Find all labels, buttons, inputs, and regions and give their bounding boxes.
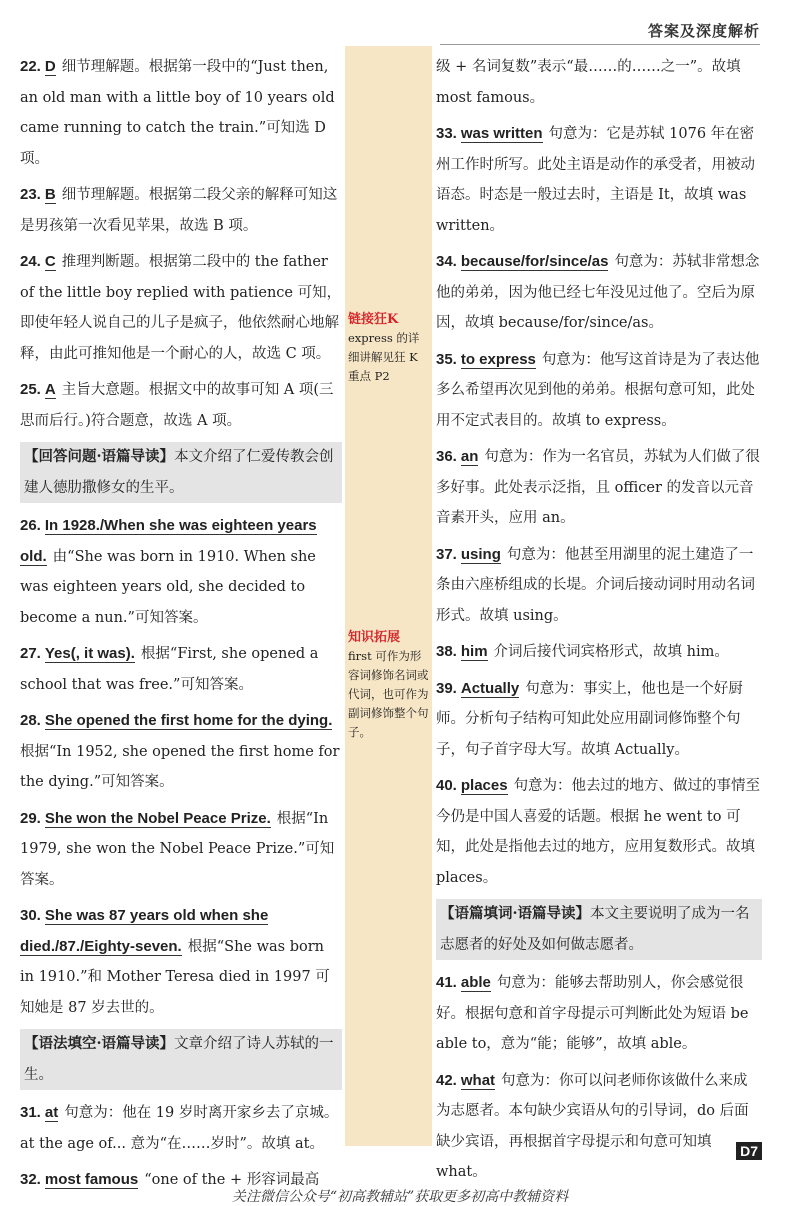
answer-key: using xyxy=(460,545,501,563)
side-note-extension xyxy=(348,628,430,742)
explanation: 句意为：你可以问老师你该做什么来成为志愿者。本句缺少宾语从句的引导词，do 后面缺少宾语，再根据首字母提示和句意可知填 what。 xyxy=(436,1072,749,1180)
explanation: 句意为：他写这首诗是为了表达他多么希望再次见到他的弟弟。根据句意可知，此处用不定式表目的。故填 to express。 xyxy=(436,351,760,429)
explanation: 推理判断题。根据第二段中的 the father of the little boy replied with patience 可知，即使年轻人说自己的儿子是疯子，他依然耐心地解释，由此可推知他是一个耐心的人，故选 C 项。 xyxy=(20,254,342,362)
answer-item xyxy=(20,804,342,896)
side-note-tag: 链接狂K xyxy=(348,312,399,327)
answer-key: She was 87 years old when she died./87./Eighty-seven. xyxy=(20,907,269,955)
question-number: 27. xyxy=(20,645,41,662)
explanation: 句意为：他甚至用湖里的泥土建造了一条由六座桥组成的长堤。介词后接动词时用动名词形式。故填 using。 xyxy=(436,546,755,624)
side-note-text: first 可作为形容词修饰名词或代词，也可作为副词修饰整个句子。 xyxy=(348,649,429,739)
answer-key: In 1928./When she was eighteen years old. xyxy=(20,517,317,565)
side-note-tag: 知识拓展 xyxy=(348,630,401,645)
answer-item xyxy=(436,247,762,339)
side-note-text: express 的详细讲解见狂 K 重点 P2 xyxy=(348,331,420,383)
answer-item xyxy=(436,637,762,668)
question-number: 42. xyxy=(436,1071,457,1089)
answer-key: to express xyxy=(460,350,536,368)
question-number: 33. xyxy=(436,125,457,142)
header-divider xyxy=(440,44,760,45)
section-heading xyxy=(20,1029,342,1090)
question-number: 34. xyxy=(436,253,457,270)
question-number: 29. xyxy=(20,809,41,827)
section-title: 【语法填空·语篇导读】 xyxy=(24,1035,175,1052)
explanation: “one of the + 形容词最高 xyxy=(144,1172,320,1188)
question-number: 28. xyxy=(20,712,41,729)
answer-item xyxy=(436,119,762,241)
answer-item xyxy=(436,345,762,437)
page-header: 答案及深度解析 xyxy=(647,22,760,40)
question-number: 23. xyxy=(20,186,41,203)
margin-strip xyxy=(345,46,432,1146)
answer-item xyxy=(20,1098,342,1159)
explanation: 句意为：作为一名官员，苏轼为人们做了很多好事。此处表示泛指，且 officer 的发音以元音音素开头，应用 an。 xyxy=(436,449,760,526)
answer-item xyxy=(20,901,342,1023)
answer-key: places xyxy=(460,777,508,794)
question-number: 37. xyxy=(436,545,457,563)
answer-key: was written xyxy=(460,125,543,142)
answer-key: able xyxy=(460,974,491,991)
answer-key: most famous xyxy=(44,1171,139,1188)
left-column xyxy=(20,52,342,1202)
answer-item xyxy=(436,674,762,766)
continued-text: 级 + 名词复数”表示“最……的……之一”。故填 most famous。 xyxy=(436,59,741,106)
question-number: 36. xyxy=(436,448,457,465)
answer-key: at xyxy=(44,1104,59,1121)
explanation: 句意为：他在 19 岁时离开家乡去了京城。at the age of... 意为“在……岁时”。故填 at。 xyxy=(20,1105,339,1152)
explanation: 主旨大意题。根据文中的故事可知 A 项(三思而后行。)符合题意，故选 A 项。 xyxy=(20,382,334,429)
side-note-link xyxy=(348,310,430,386)
answer-item xyxy=(20,511,342,633)
answer-item xyxy=(20,375,342,436)
explanation: 介词后接代词宾格形式，故填 him。 xyxy=(493,644,729,660)
explanation: 根据“She was born in 1910.”和 Mother Teresa died in 1997 可知她是 87 岁去世的。 xyxy=(20,938,330,1016)
answer-key: Actually xyxy=(460,679,520,697)
answer-key: because/for/since/as xyxy=(460,253,609,270)
question-number: 30. xyxy=(20,907,41,924)
explanation: 根据“In 1952, she opened the first home for the dying.”可知答案。 xyxy=(20,743,340,790)
explanation: 句意为：事实上，他也是一个好厨师。分析句子结构可知此处应用副词修饰整个句子，句子首字母大写。故填 Actually。 xyxy=(436,680,743,758)
answer-key: She opened the first home for the dying. xyxy=(44,712,333,729)
right-column xyxy=(436,52,762,1194)
explanation: 根据“In 1979, she won the Nobel Peace Prize.”可知答案。 xyxy=(20,810,335,888)
section-intro: 文章介绍了诗人苏轼的一生。 xyxy=(24,1036,334,1083)
footer-note: 关注微信公众号“初高教辅站”获取更多初高中教辅资料 xyxy=(231,1189,569,1205)
answer-item xyxy=(436,771,762,893)
question-number: 25. xyxy=(20,381,41,398)
explanation: 句意为：他去过的地方、做过的事情至今仍是中国人喜爱的话题。根据 he went to 可知，此处是指他去过的地方，应用复数形式。故填 places。 xyxy=(436,778,761,886)
question-number: 38. xyxy=(436,643,457,660)
answer-item xyxy=(20,180,342,241)
section-intro: 本文介绍了仁爱传教会创建人德肋撒修女的生平。 xyxy=(24,449,334,496)
answer-item xyxy=(20,639,342,700)
answer-item xyxy=(436,1066,762,1188)
explanation: 句意为：能够去帮助别人，你会感觉很好。根据句意和首字母提示可判断此处为短语 be able to，意为“能；能够”，故填 able。 xyxy=(436,975,749,1052)
answer-key: Yes(, it was). xyxy=(44,645,135,662)
answer-key: him xyxy=(460,643,488,660)
answer-item xyxy=(436,442,762,534)
question-number: 35. xyxy=(436,350,457,368)
question-number: 39. xyxy=(436,679,457,697)
answer-item xyxy=(436,540,762,632)
question-number: 26. xyxy=(20,517,41,534)
answer-key: C xyxy=(44,253,56,270)
answer-key: B xyxy=(44,186,56,203)
question-number: 41. xyxy=(436,974,457,991)
question-number: 31. xyxy=(20,1104,41,1121)
answer-item xyxy=(20,706,342,798)
question-number: 40. xyxy=(436,777,457,794)
answer-key: D xyxy=(44,58,56,75)
question-number: 32. xyxy=(20,1171,41,1188)
explanation: 句意为：它是苏轼 1076 年在密州工作时所写。此处主语是动作的承受者，用被动语态。时态是一般过去时，主语是 It，故填 was written。 xyxy=(436,126,755,234)
section-intro: 本文主要说明了成为一名志愿者的好处及如何做志愿者。 xyxy=(440,906,750,953)
section-title: 【语篇填词·语篇导读】 xyxy=(440,905,591,922)
answer-item xyxy=(20,247,342,369)
question-number: 24. xyxy=(20,253,41,270)
explanation: 细节理解题。根据第一段中的“Just then, an old man with a little boy of 10 years old came running to catch the train.”可知选 D 项。 xyxy=(20,59,335,167)
explanation: 由“She was born in 1910. When she was eighteen years old, she decided to become a nun.”可知答案。 xyxy=(20,548,316,626)
answer-key: an xyxy=(460,448,479,465)
answer-item xyxy=(436,968,762,1060)
answer-item xyxy=(20,52,342,174)
answer-key: A xyxy=(44,381,56,398)
section-title: 【回答问题·语篇导读】 xyxy=(24,448,175,465)
answer-key: what xyxy=(460,1071,496,1089)
explanation: 根据“First, she opened a school that was free.”可知答案。 xyxy=(20,646,319,693)
answer-key: She won the Nobel Peace Prize. xyxy=(44,809,271,827)
section-heading xyxy=(436,899,762,960)
explanation: 句意为：苏轼非常想念他的弟弟，因为他已经七年没见过他了。空后为原因，故填 because/for/since/as。 xyxy=(436,254,760,331)
explanation: 细节理解题。根据第二段父亲的解释可知这是男孩第一次看见苹果，故选 B 项。 xyxy=(20,187,338,234)
question-number: 22. xyxy=(20,58,41,75)
section-heading xyxy=(20,442,342,503)
page-number: D7 xyxy=(736,1142,762,1160)
